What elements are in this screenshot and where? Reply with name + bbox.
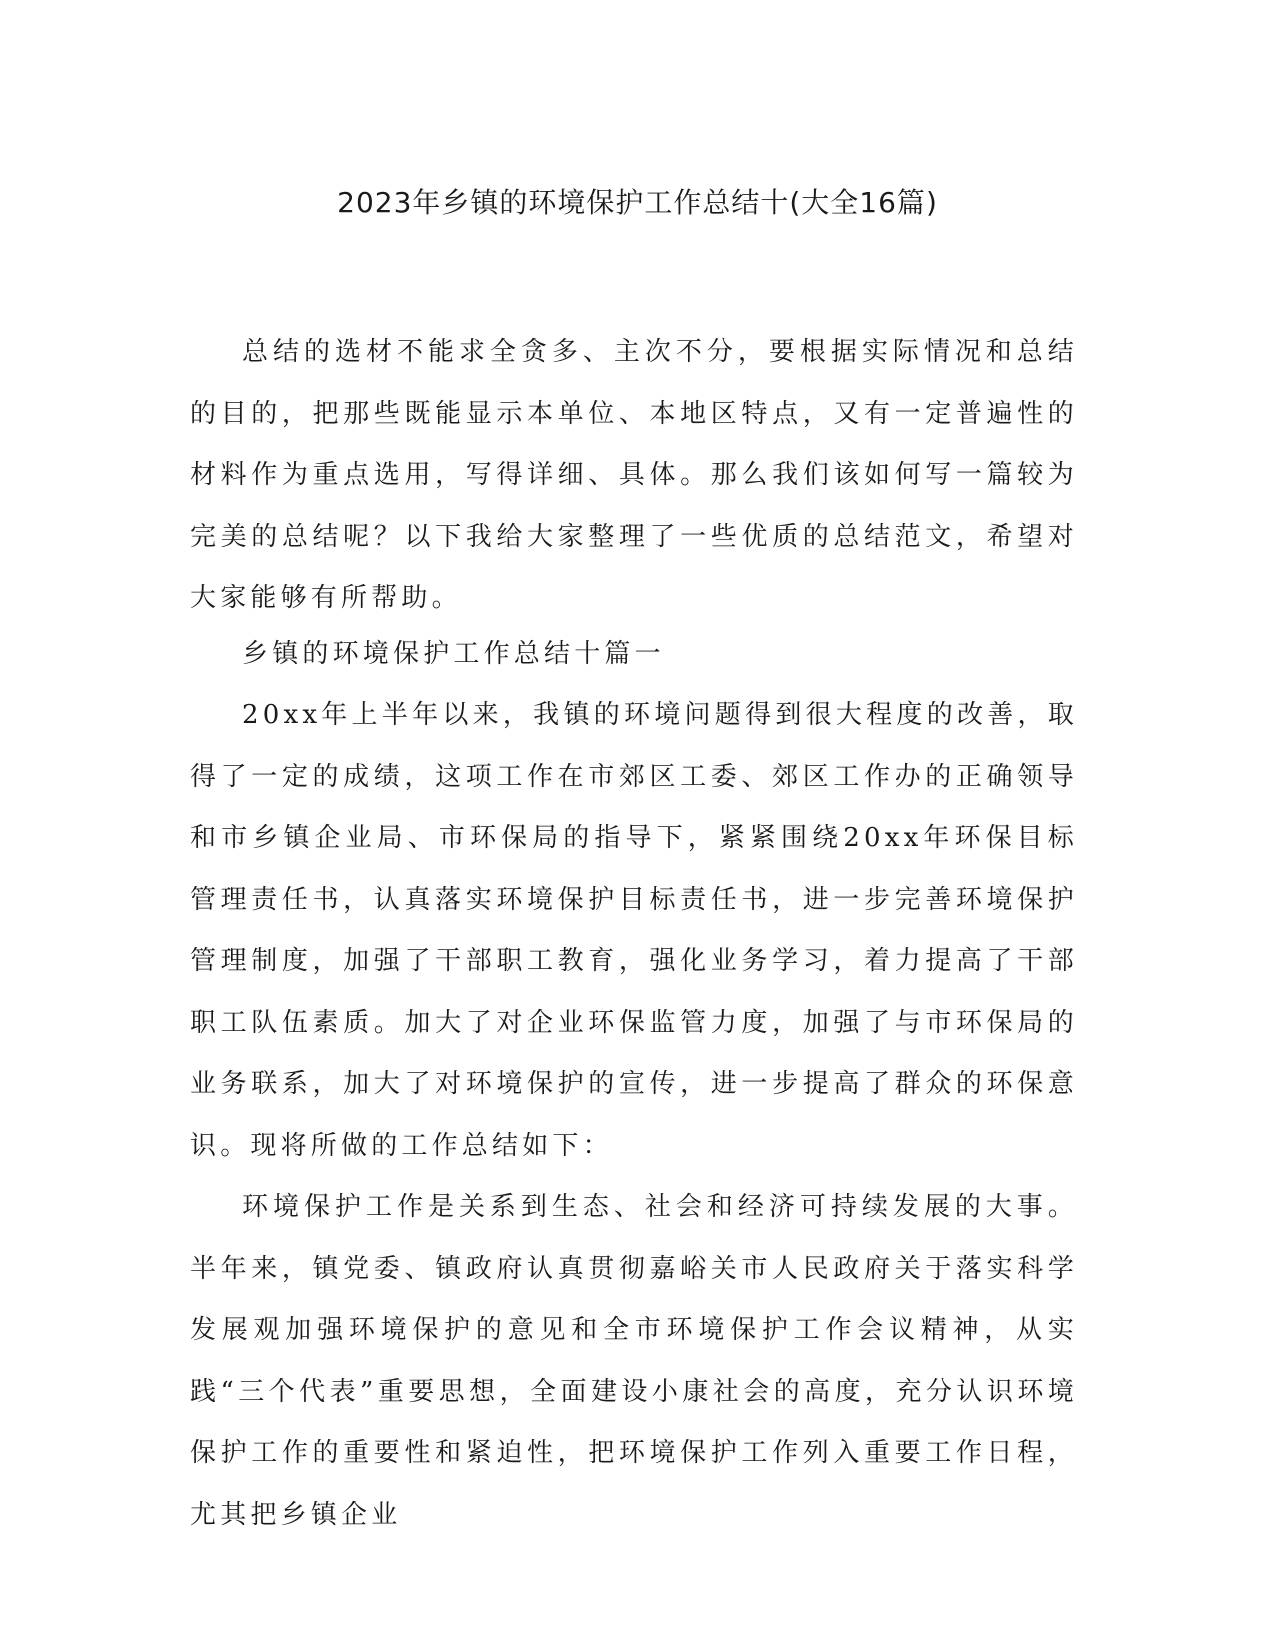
document-body (190, 322, 1078, 1546)
intro-paragraph: 总结的选材不能求全贪多、主次不分，要根据实际情况和总结的目的，把那些既能显示本单位、本地区特点，又有一定普遍性的材料作为重点选用，写得详细、具体。那么我们该如何写一篇较为完美的总结呢？以下我给大家整理了一些优质的总结范文，希望对大家能够有所帮助。 (190, 337, 1078, 613)
document-title: 2023年乡镇的环境保护工作总结十(大全16篇) (337, 186, 938, 219)
body-paragraph: 环境保护工作是关系到生态、社会和经济可持续发展的大事。半年来，镇党委、镇政府认真贯彻嘉峪关市人民政府关于落实科学发展观加强环境保护的意见和全市环境保护工作会议精神，从实践“三个代表”重要思想，全面建设小康社会的高度，充分认识环境保护工作的重要性和紧迫性，把环境保护工作列入重要工作日程，尤其把乡镇企业 (190, 1192, 1078, 1530)
body-paragraph: 20xx年上半年以来，我镇的环境问题得到很大程度的改善，取得了一定的成绩，这项工作在市郊区工委、郊区工作办的正确领导和市乡镇企业局、市环保局的指导下，紧紧围绕20xx年环保目标管理责任书，认真落实环境保护目标责任书，进一步完善环境保护管理制度，加强了干部职工教育，强化业务学习，着力提高了干部职工队伍素质。加大了对企业环保监管力度，加强了与市环保局的业务联系，加大了对环境保护的宣传，进一步提高了群众的环保意识。现将所做的工作总结如下： (190, 700, 1078, 1161)
section-heading: 乡镇的环境保护工作总结十篇一 (242, 638, 665, 669)
